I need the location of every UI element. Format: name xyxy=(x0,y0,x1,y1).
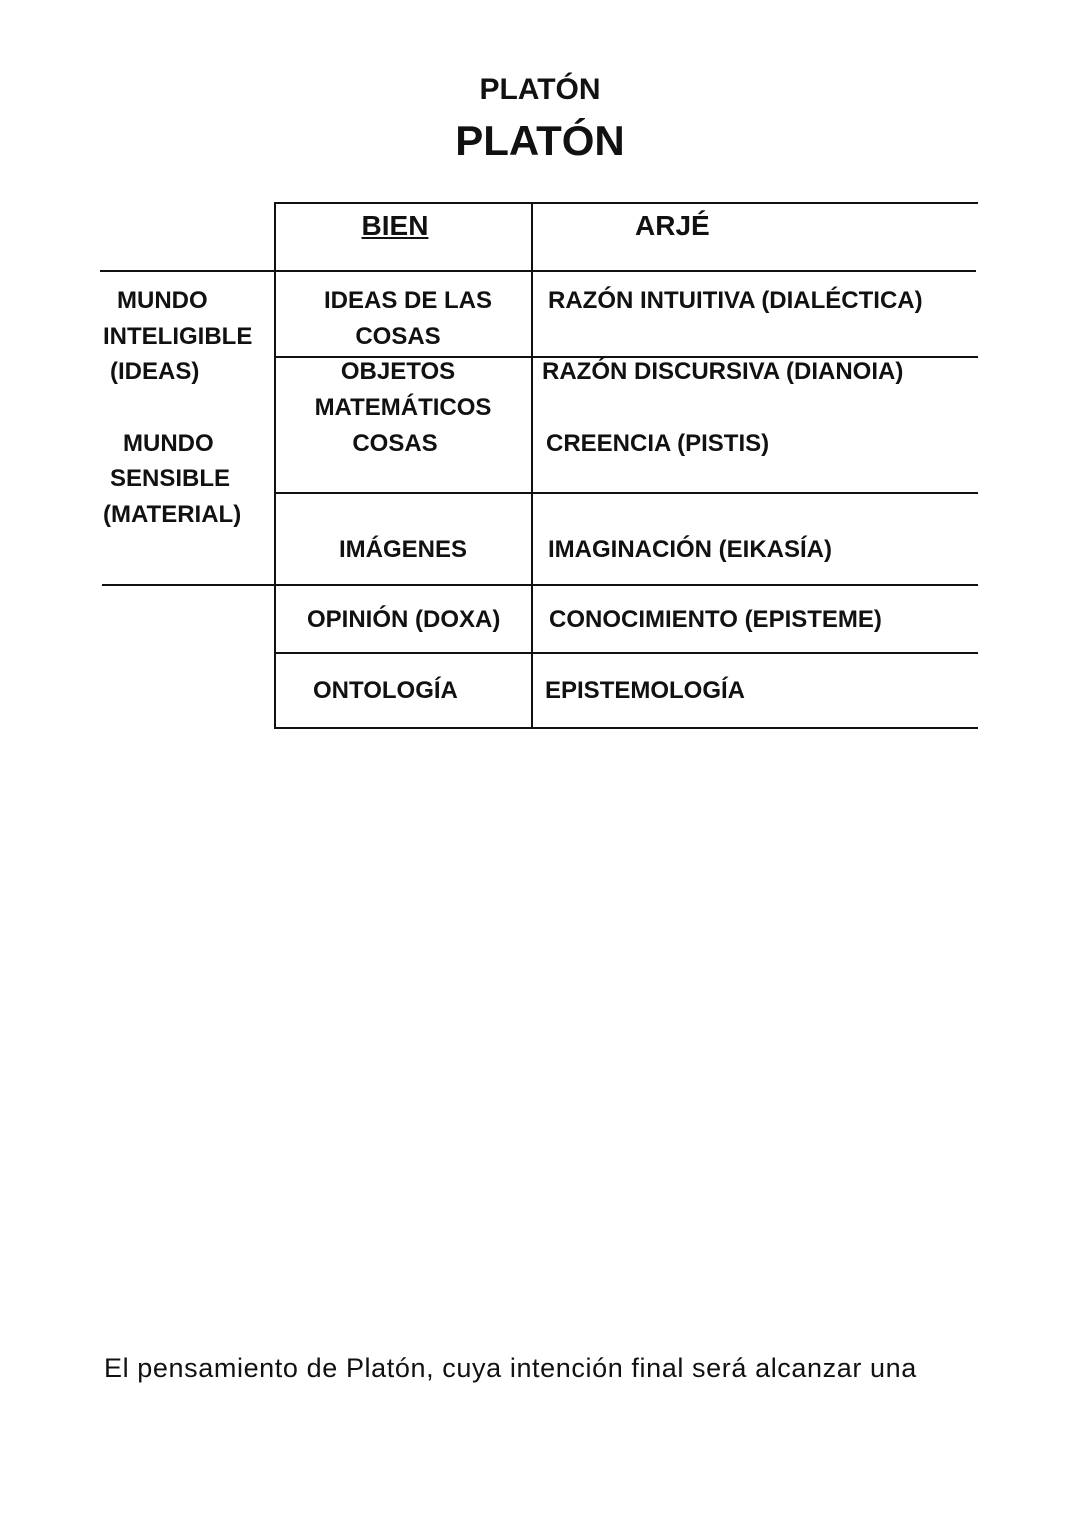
cell-objetos-matematicos: OBJETOS xyxy=(340,358,456,385)
row-divider-2 xyxy=(275,492,978,494)
column-divider-middle xyxy=(531,202,533,729)
label-mundo-inteligible-1: MUNDO xyxy=(117,287,208,314)
cell-razon-discursiva: RAZÓN DISCURSIVA (DIANOIA) xyxy=(542,358,904,385)
cell-epistemologia: EPISTEMOLOGÍA xyxy=(545,677,746,704)
row-divider-3 xyxy=(102,584,978,586)
cell-opinion: OPINIÓN (DOXA) xyxy=(307,606,501,633)
cell-ontologia: ONTOLOGÍA xyxy=(313,677,458,704)
cell-conocimiento: CONOCIMIENTO (EPISTEME) xyxy=(549,606,882,633)
cell-imaginacion: IMAGINACIÓN (EIKASÍA) xyxy=(548,536,832,563)
cell-ideas-de-las-cosas: IDEAS DE LAS xyxy=(323,287,493,314)
label-mundo-inteligible-2: INTELIGIBLE xyxy=(103,323,253,350)
table-top-border xyxy=(275,202,978,204)
page-title: PLATÓN xyxy=(455,117,625,164)
page-subtitle: PLATÓN xyxy=(479,73,601,106)
label-mundo-inteligible-3: (IDEAS) xyxy=(110,358,200,385)
header-bottom-border xyxy=(100,270,976,272)
cell-objetos-matematicos-2: MATEMÁTICOS xyxy=(314,394,492,421)
header-arje: ARJÉ xyxy=(635,210,710,241)
table-bottom-border xyxy=(275,727,978,729)
body-paragraph: El pensamiento de Platón, cuya intención final será alcanzar una xyxy=(104,1353,917,1383)
label-mundo-sensible-2: SENSIBLE xyxy=(110,465,231,492)
cell-cosas: COSAS xyxy=(352,430,438,457)
label-mundo-sensible-1: MUNDO xyxy=(123,430,214,457)
label-mundo-sensible-3: (MATERIAL) xyxy=(103,501,242,528)
header-bien: BIEN xyxy=(361,210,429,241)
cell-ideas-de-las-cosas-2: COSAS xyxy=(355,323,441,350)
cell-creencia: CREENCIA (PISTIS) xyxy=(546,430,770,457)
cell-razon-intuitiva: RAZÓN INTUITIVA (DIALÉCTICA) xyxy=(548,287,923,314)
column-divider-left xyxy=(274,202,276,729)
cell-imagenes: IMÁGENES xyxy=(338,536,467,563)
row-divider-4 xyxy=(275,652,978,654)
